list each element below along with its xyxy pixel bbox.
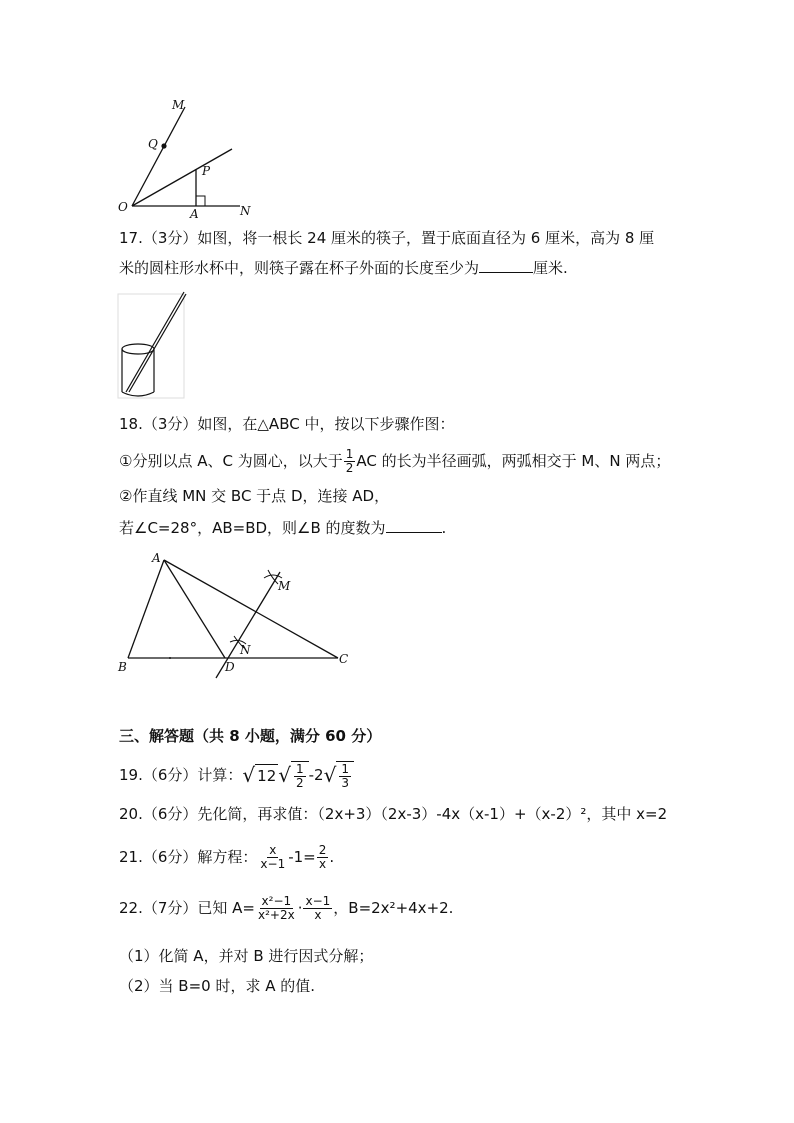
- fraction: [339, 763, 351, 790]
- q22-dot: ·: [297, 899, 303, 917]
- frac-denominator: x: [314, 907, 322, 922]
- q19: [119, 760, 354, 790]
- q19-mid: -2: [308, 766, 324, 784]
- q18-condition-text: 若∠C=28°，AB=BD，则∠B 的度数为: [119, 519, 386, 537]
- fraction-a1: [256, 895, 297, 922]
- q19-prefix: 19.（6分）计算：: [119, 766, 243, 784]
- q18-answer-blank[interactable]: [386, 518, 442, 533]
- q21-suffix: .: [329, 848, 335, 866]
- label-p: P: [202, 164, 211, 178]
- q22-prefix: 22.（7分）已知 A=: [119, 899, 255, 917]
- label-m: M: [172, 98, 185, 112]
- q17-line2-text: 米的圆柱形水杯中，则筷子露在杯子外面的长度至少为: [119, 259, 480, 277]
- frac-numerator: 1: [341, 761, 349, 776]
- fraction-2-over-x: [317, 844, 329, 871]
- label-q: Q: [148, 137, 158, 151]
- radical-sign: √: [242, 763, 256, 787]
- radicand: 12: [255, 764, 278, 786]
- q17-line2-unit: 厘米.: [533, 259, 568, 277]
- frac-numerator: x: [269, 842, 277, 857]
- right-angle-mark: [196, 196, 205, 206]
- label-m: M: [278, 579, 291, 593]
- frac-numerator: x²−1: [261, 893, 292, 908]
- angle-figure: [112, 95, 262, 220]
- q21: [119, 840, 334, 874]
- q18-step1-a: ①分别以点 A、C 为圆心，以大于: [119, 452, 343, 470]
- frac-denominator: 2: [296, 775, 304, 790]
- label-o: O: [118, 200, 128, 214]
- section-title: 三、解答题（共 8 小题，满分 60 分）: [119, 727, 382, 745]
- chopstick-1: [126, 292, 184, 392]
- q17-answer-blank[interactable]: [479, 258, 533, 273]
- q18-step1: [119, 448, 670, 475]
- q20: 20.（6分）先化简，再求值：（2x+3）（2x-3）-4x（x-1）+（x-2）²，其中 x=2: [119, 805, 668, 823]
- fraction: [294, 763, 306, 790]
- sqrt-third: [324, 761, 354, 790]
- q17-line2: [119, 258, 568, 278]
- q22: [119, 888, 453, 928]
- frac-denominator: x: [319, 856, 327, 871]
- label-c: C: [339, 652, 349, 666]
- midpoint-dot: [169, 657, 171, 659]
- frac-numerator: 1: [345, 447, 354, 461]
- frac-numerator: x−1: [305, 893, 331, 908]
- q18-condition: [119, 518, 446, 538]
- frac-denominator: x−1: [260, 856, 286, 871]
- q18-step2: ②作直线 MN 交 BC 于点 D，连接 AD，: [119, 487, 390, 505]
- q22-sub2: （2）当 B=0 时，求 A 的值.: [119, 977, 316, 995]
- q18-period: .: [441, 519, 447, 537]
- radical-sign: √: [278, 763, 291, 787]
- radicand: [336, 761, 354, 790]
- point-q: [161, 143, 166, 148]
- label-a: A: [190, 207, 199, 220]
- frac-denominator: 3: [341, 775, 349, 790]
- segment-ad: [164, 560, 225, 658]
- side-ab: [128, 560, 164, 658]
- q21-mid: -1=: [288, 848, 316, 866]
- label-n: N: [240, 643, 251, 657]
- sqrt-12: [242, 764, 278, 786]
- frac-numerator: 1: [296, 761, 304, 776]
- frac-numerator: 2: [318, 842, 327, 857]
- fraction-x-over-x-minus-1: [258, 844, 287, 871]
- label-a: A: [152, 551, 161, 565]
- radicand: [291, 761, 309, 790]
- frac-denominator: x²+2x: [258, 907, 295, 922]
- label-b: B: [118, 660, 127, 674]
- q18-line1: 18.（3分）如图，在△ABC 中，按以下步骤作图：: [119, 415, 455, 433]
- radical-sign: √: [323, 763, 337, 787]
- side-ac: [164, 560, 338, 658]
- cylinder-bottom: [122, 392, 154, 396]
- label-d: D: [225, 660, 235, 674]
- frac-denominator: 2: [345, 461, 354, 475]
- chopstick-2: [129, 294, 186, 392]
- sqrt-half: [278, 761, 308, 790]
- q18-step1-b: AC 的长为半径画弧，两弧相交于 M、N 两点；: [356, 452, 671, 470]
- q17-line1: 17.（3分）如图，将一根长 24 厘米的筷子，置于底面直径为 6 厘米，高为 8 厘: [119, 229, 655, 247]
- q22-suffix: ，B=2x²+4x+2.: [333, 899, 454, 917]
- cylinder-figure: [110, 288, 190, 403]
- q22-sub1: （1）化简 A，并对 B 进行因式分解；: [119, 947, 374, 965]
- fraction-a2: [303, 895, 332, 922]
- q21-prefix: 21.（6分）解方程：: [119, 848, 258, 866]
- label-n: N: [240, 204, 251, 218]
- q18-half-fraction: [344, 448, 356, 475]
- triangle-figure: [112, 548, 357, 683]
